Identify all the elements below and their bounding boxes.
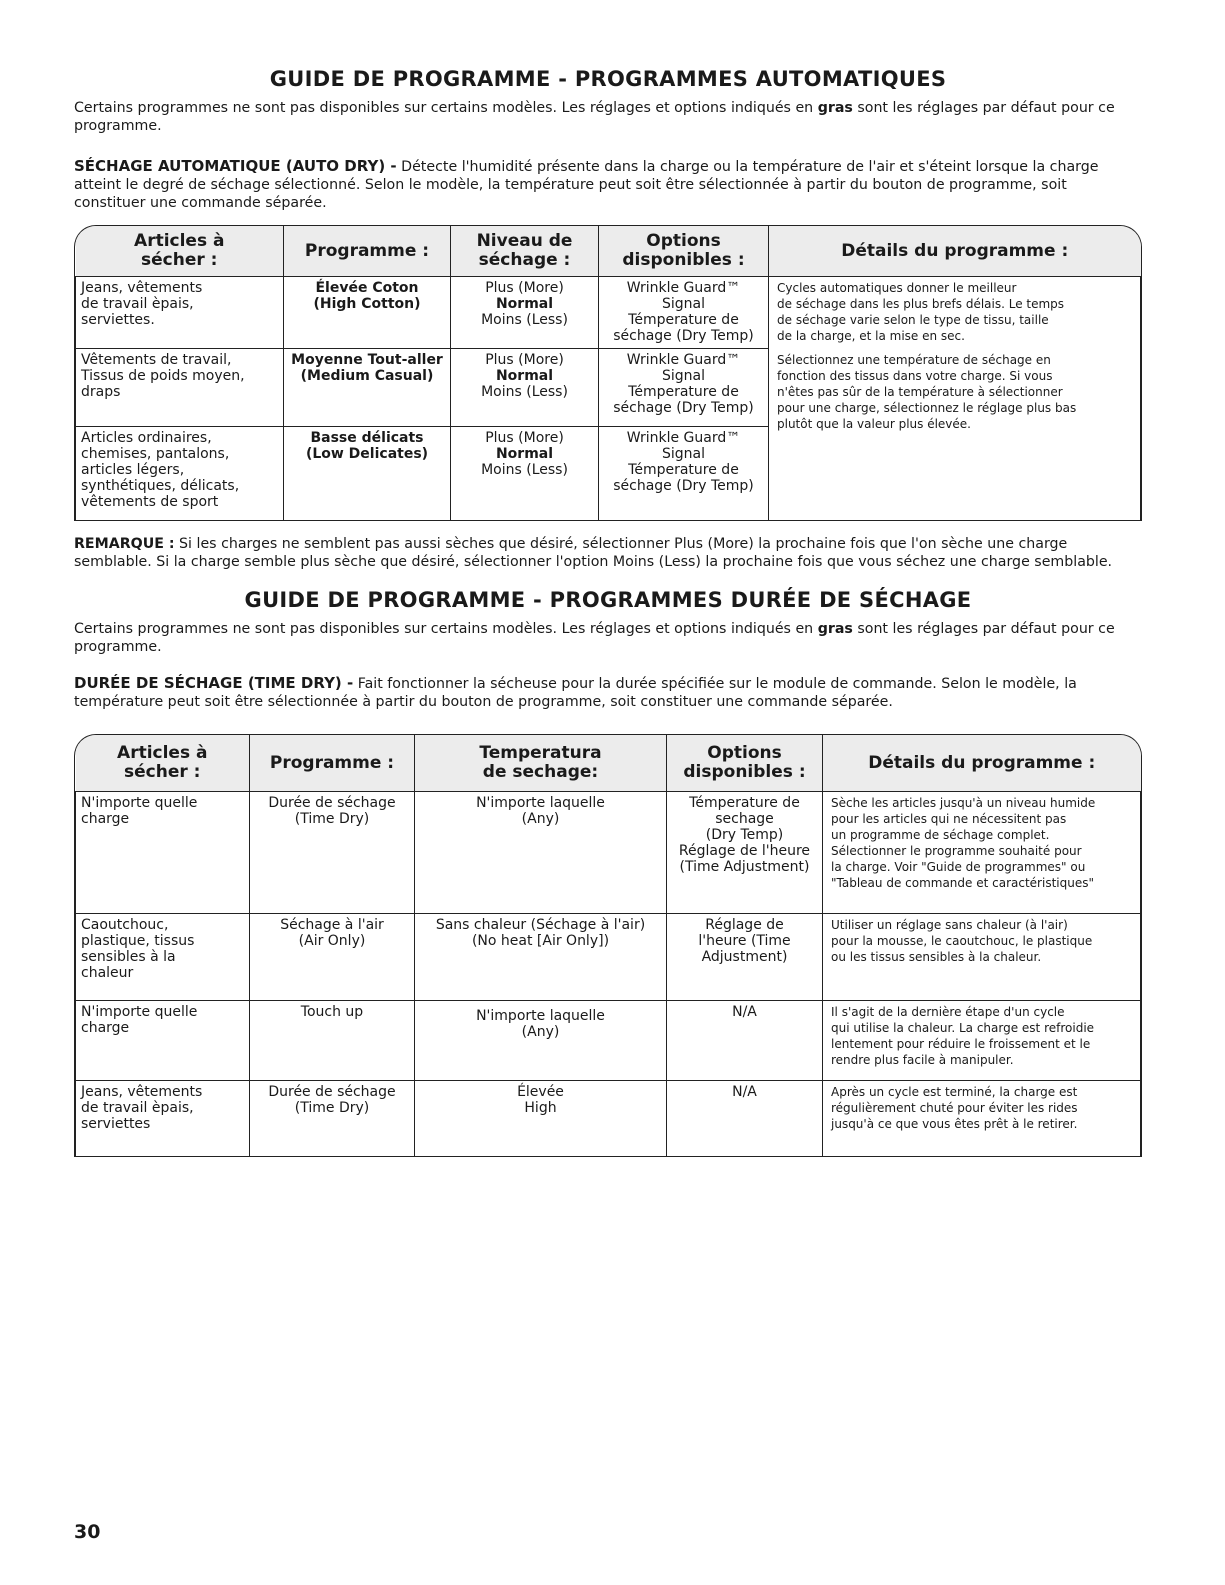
cell-details: Sèche les articles jusqu'à un niveau humide pour les articles qui ne nécessitent pas un programme de séchage complet. Sélectionner le programme souhaité pour la charge. Voir "Guide de programmes" ou "Tableau de commande et caractéristiques" — [823, 792, 1141, 914]
cell-options: N/A — [667, 1001, 823, 1081]
cell-articles: N'importe quelle charge — [76, 792, 250, 914]
table-row — [76, 277, 1141, 349]
program-label: DURÉE DE SÉCHAGE (TIME DRY) - — [74, 674, 354, 692]
cell-options: Wrinkle Guard™ Signal Témperature de séchage (Dry Temp) — [599, 349, 769, 427]
cell-niveau: Plus (More) Normal Moins (Less) — [451, 349, 599, 427]
cell-details: Après un cycle est terminé, la charge est régulièrement chuté pour éviter les rides jusqu'à ce que vous êtes prêt à le retirer. — [823, 1081, 1141, 1157]
header-details: Détails du programme : — [769, 226, 1141, 277]
cell-programme: Moyenne Tout-aller (Medium Casual) — [284, 349, 451, 427]
cell-options: Wrinkle Guard™ Signal Témperature de séchage (Dry Temp) — [599, 427, 769, 521]
section-title-timed: GUIDE DE PROGRAMME - PROGRAMMES DURÉE DE SÉCHAGE — [244, 588, 972, 612]
table-row — [76, 1081, 1141, 1157]
cell-articles: N'importe quelle charge — [76, 1001, 250, 1081]
section-title-automatic: GUIDE DE PROGRAMME - PROGRAMMES AUTOMATIQUES — [269, 67, 947, 91]
table-row — [76, 914, 1141, 1001]
cell-programme: Basse délicats (Low Delicates) — [284, 427, 451, 521]
header-details: Détails du programme : — [823, 735, 1141, 792]
cell-options: Wrinkle Guard™ Signal Témperature de séchage (Dry Temp) — [599, 277, 769, 349]
cell-temperature: N'importe laquelle (Any) — [415, 792, 667, 914]
cell-programme: Durée de séchage (Time Dry) — [250, 1081, 415, 1157]
cell-details: Cycles automatiques donner le meilleur de séchage dans les plus brefs délais. Le temps de séchage varie selon le type de tissu, taille de la charge, et la mise en sec. Sélectionnez une température de séchage en fonction des tissus dans votre charge. Si vous n'êtes pas sûr de la température à sélectionner pour une charge, sélectionnez le réglage plus bas plutôt que la valeur plus élevée. — [769, 277, 1141, 521]
cell-options: Réglage de l'heure (Time Adjustment) — [667, 914, 823, 1001]
automatic-programs-table — [74, 225, 1142, 521]
program-description-time-dry — [74, 674, 1142, 711]
remark-label: REMARQUE : — [74, 536, 175, 552]
cell-articles: Jeans, vêtements de travail èpais, serviettes. — [76, 277, 284, 349]
cell-articles: Vêtements de travail, Tissus de poids moyen, draps — [76, 349, 284, 427]
cell-niveau: Plus (More) Normal Moins (Less) — [451, 427, 599, 521]
header-programme: Programme : — [284, 226, 451, 277]
intro-text-end: sont les réglages par défaut pour ce programme. — [74, 621, 1115, 655]
header-articles: Articles à sécher : — [76, 226, 284, 277]
cell-details: Il s'agit de la dernière étape d'un cycle qui utilise la chaleur. La charge est refroidie lentement pour réduire le froissement et le rendre plus facile à manipuler. — [823, 1001, 1141, 1081]
header-options: Options disponibles : — [667, 735, 823, 792]
remark-paragraph — [74, 535, 1142, 571]
program-label: SÉCHAGE AUTOMATIQUE (AUTO DRY) - — [74, 157, 397, 175]
cell-temperature: Élevée High — [415, 1081, 667, 1157]
intro-text: Certains programmes ne sont pas disponibles sur certains modèles. Les réglages et options indiqués en — [74, 621, 818, 637]
intro-timed — [74, 620, 1142, 656]
intro-bold: gras — [817, 621, 853, 637]
header-options: Options disponibles : — [599, 226, 769, 277]
cell-articles: Jeans, vêtements de travail èpais, serviettes — [76, 1081, 250, 1157]
cell-temperature: N'importe laquelle (Any) — [415, 1001, 667, 1081]
header-temperature: Temperatura de sechage: — [415, 735, 667, 792]
cell-articles: Articles ordinaires, chemises, pantalons, articles légers, synthétiques, délicats, vêtements de sport — [76, 427, 284, 521]
cell-niveau: Plus (More) Normal Moins (Less) — [451, 277, 599, 349]
header-niveau: Niveau de séchage : — [451, 226, 599, 277]
table-row — [76, 792, 1141, 914]
page-number: 30 — [74, 1521, 101, 1543]
header-articles: Articles à sécher : — [76, 735, 250, 792]
table-header-row — [76, 226, 1141, 277]
time-dry-programs-table — [74, 734, 1142, 1157]
cell-temperature: Sans chaleur (Séchage à l'air) (No heat [Air Only]) — [415, 914, 667, 1001]
cell-articles: Caoutchouc, plastique, tissus sensibles à la chaleur — [76, 914, 250, 1001]
intro-automatic — [74, 99, 1142, 135]
remark-text: Si les charges ne semblent pas aussi sèches que désiré, sélectionner Plus (More) la prochaine fois que l'on sèche une charge semblable. Si la charge semble plus sèche que désiré, sélectionner l'option Moins (Less) la prochaine fois que vous séchez une charge semblable. — [74, 536, 1113, 570]
cell-details: Utiliser un réglage sans chaleur (à l'air) pour la mousse, le caoutchouc, le plastique ou les tissus sensibles à la chaleur. — [823, 914, 1141, 1001]
header-programme: Programme : — [250, 735, 415, 792]
cell-programme: Durée de séchage (Time Dry) — [250, 792, 415, 914]
intro-text: Certains programmes ne sont pas disponibles sur certains modèles. Les réglages et options indiqués en — [74, 100, 818, 116]
intro-text-end: sont les réglages par défaut pour ce programme. — [74, 100, 1115, 134]
program-text: Fait fonctionner la sécheuse pour la durée spécifiée sur le module de commande. Selon le modèle, la température peut soit être sélectionnée à partir du bouton de programme, soit constituer une commande séparée. — [74, 676, 1077, 710]
cell-programme: Élevée Coton (High Cotton) — [284, 277, 451, 349]
intro-bold: gras — [817, 100, 853, 116]
program-text: Détecte l'humidité présente dans la charge ou la température de l'air et s'éteint lorsque la charge atteint le degré de séchage sélectionné. Selon le modèle, la température peut soit être sélectionnée à partir du bouton de programme, soit constituer une commande séparée. — [74, 159, 1099, 211]
program-description-auto-dry — [74, 157, 1142, 212]
table-row — [76, 1001, 1141, 1081]
cell-programme: Touch up — [250, 1001, 415, 1081]
page-content — [74, 66, 1142, 1157]
cell-options: Témperature de sechage (Dry Temp) Réglage de l'heure (Time Adjustment) — [667, 792, 823, 914]
table-header-row — [76, 735, 1141, 792]
cell-options: N/A — [667, 1081, 823, 1157]
cell-programme: Séchage à l'air (Air Only) — [250, 914, 415, 1001]
